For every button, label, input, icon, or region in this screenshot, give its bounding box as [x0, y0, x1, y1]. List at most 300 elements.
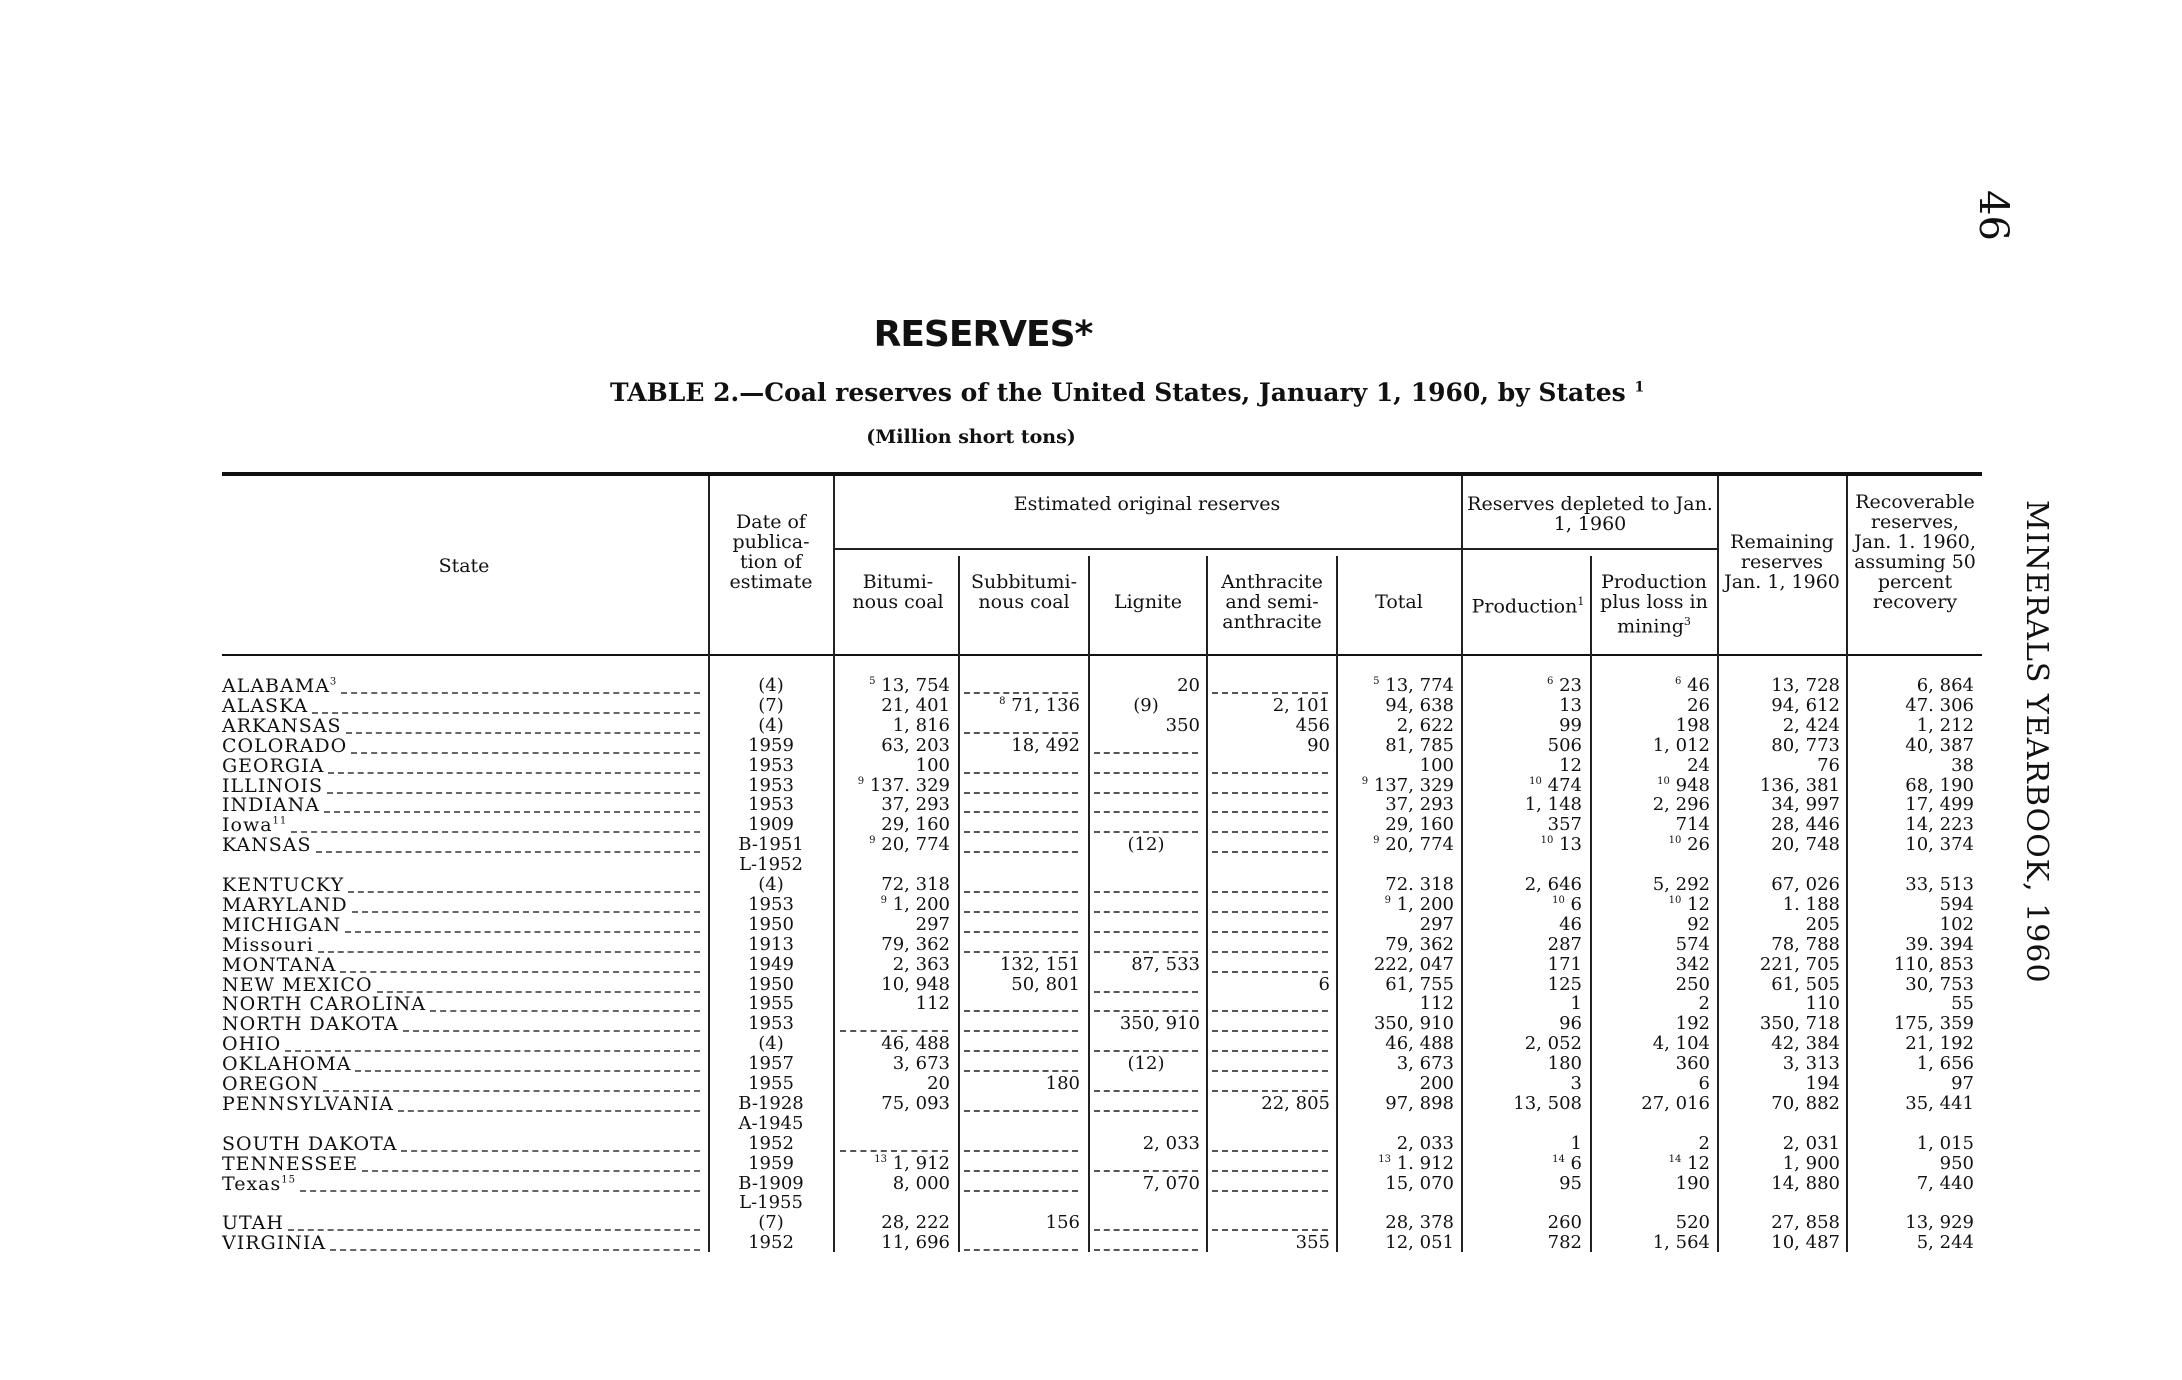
state-leader	[330, 1249, 700, 1251]
empty-cell-dashes	[1212, 1190, 1328, 1192]
tot-value	[1340, 1074, 1454, 1094]
loss-value	[1594, 1154, 1710, 1174]
bit-value	[838, 1094, 950, 1114]
bit-value	[838, 835, 950, 855]
bit-value	[838, 696, 950, 716]
prod-value	[1466, 716, 1582, 736]
rem-text: 110	[1805, 993, 1840, 1015]
rem-value	[1722, 736, 1840, 756]
rec-text: 102	[1939, 913, 1974, 935]
empty-cell-dashes	[1212, 1150, 1328, 1152]
loss-text: 520	[1675, 1212, 1710, 1234]
state-label: MARYLAND	[222, 893, 348, 916]
sub-text: 18, 492	[1011, 734, 1080, 756]
rec-value	[1850, 676, 1974, 696]
rem-value	[1722, 696, 1840, 716]
empty-cell-dashes	[964, 1190, 1078, 1192]
header-subbituminous: Subbitumi- nous coal	[970, 571, 1078, 613]
tot-footnote: 13	[1378, 1153, 1391, 1165]
rec-value	[1850, 1213, 1974, 1233]
empty-cell-dashes	[964, 811, 1078, 813]
tot-text: 100	[1419, 754, 1454, 776]
rem-text: 3, 313	[1782, 1053, 1840, 1075]
prod-text: 171	[1547, 953, 1582, 975]
rec-value	[1850, 1233, 1974, 1253]
bit-value	[838, 815, 950, 835]
sub-text: 180	[1045, 1073, 1080, 1094]
publication-date: (4)	[758, 874, 784, 895]
state-name	[222, 875, 344, 895]
rec-value	[1850, 915, 1974, 935]
rem-value	[1722, 1134, 1840, 1154]
empty-cell-dashes	[1094, 831, 1198, 833]
ant-text: 6	[1318, 973, 1330, 995]
header-production-text: Production	[1471, 595, 1578, 618]
empty-cell-dashes	[1094, 1170, 1198, 1172]
state-name	[222, 895, 348, 915]
prod-text: 180	[1547, 1053, 1582, 1075]
rec-value	[1850, 1154, 1974, 1174]
rem-value	[1722, 716, 1840, 736]
loss-value	[1594, 975, 1710, 995]
empty-cell-dashes	[964, 1070, 1078, 1072]
lig-value	[1092, 676, 1200, 696]
bit-value	[838, 1054, 950, 1074]
rem-text: 350, 718	[1759, 1013, 1840, 1035]
empty-cell-dashes	[1212, 1070, 1328, 1072]
prod-text: 13	[1559, 694, 1582, 716]
state-label: MONTANA	[222, 953, 337, 976]
rem-text: 20, 748	[1771, 834, 1840, 856]
rem-value	[1722, 935, 1840, 955]
tot-value	[1340, 1054, 1454, 1074]
sub-value	[962, 696, 1080, 716]
bit-text: 8, 000	[892, 1172, 950, 1194]
column-separator	[1461, 476, 1463, 1252]
header-production-loss	[1594, 572, 1714, 636]
loss-text: 4, 104	[1652, 1033, 1710, 1055]
state-footnote: 3	[329, 676, 338, 688]
publication-date: (7)	[758, 1212, 784, 1234]
bit-value	[838, 1154, 950, 1174]
loss-value	[1594, 915, 1710, 935]
state-name	[222, 935, 314, 955]
prod-text: 2, 646	[1524, 874, 1582, 895]
state-label: NEW MEXICO	[222, 973, 373, 996]
running-head: MINERALS YEARBOOK, 1960	[2019, 500, 2054, 984]
sub-value	[962, 955, 1080, 975]
tot-text: 200	[1419, 1073, 1454, 1094]
loss-text: 6	[1698, 1073, 1710, 1094]
bit-value	[838, 1074, 950, 1094]
loss-text: 714	[1675, 814, 1710, 836]
header-remaining: Remaining reserves Jan. 1, 1960	[1724, 531, 1840, 593]
lig-text: 2, 033	[1142, 1132, 1200, 1154]
prod-value	[1466, 1034, 1582, 1054]
header-estimated-original: Estimated original reserves	[1013, 493, 1281, 515]
state-label: OHIO	[222, 1033, 282, 1056]
loss-text: 26	[1687, 834, 1710, 856]
state-leader	[300, 1190, 700, 1192]
empty-cell-dashes	[964, 1010, 1078, 1012]
tot-text: 1. 912	[1396, 1152, 1454, 1174]
state-label: COLORADO	[222, 734, 348, 757]
loss-value	[1594, 935, 1710, 955]
header-depleted: Reserves depleted to Jan. 1, 1960	[1467, 493, 1713, 535]
bit-text: 63, 203	[881, 734, 950, 756]
state-label: UTAH	[222, 1212, 284, 1235]
header-production	[1466, 592, 1590, 616]
publication-date-second: L-1955	[739, 1192, 803, 1214]
header-date: Date of publica- tion of estimate	[729, 511, 813, 593]
publication-date: 1957	[748, 1053, 794, 1075]
loss-value	[1594, 1213, 1710, 1233]
state-label: SOUTH DAKOTA	[222, 1132, 398, 1155]
tot-value	[1340, 1034, 1454, 1054]
rem-value	[1722, 1154, 1840, 1174]
tot-value	[1340, 776, 1454, 796]
rec-text: 5, 244	[1916, 1232, 1974, 1254]
lig-text: 350	[1165, 714, 1200, 736]
loss-value	[1594, 696, 1710, 716]
prod-value	[1466, 676, 1582, 696]
rem-value	[1722, 875, 1840, 895]
bit-text: 11, 696	[881, 1232, 950, 1254]
prod-text: 6	[1570, 893, 1582, 915]
empty-cell-dashes	[1212, 811, 1328, 813]
prod-text: 13	[1559, 834, 1582, 856]
bit-text: 10, 948	[881, 973, 950, 995]
bit-text: 79, 362	[881, 933, 950, 955]
prod-value	[1466, 875, 1582, 895]
rem-text: 28, 446	[1771, 814, 1840, 836]
bit-value	[838, 975, 950, 995]
rec-text: 55	[1951, 993, 1974, 1015]
depleted-subrule	[1463, 548, 1717, 550]
loss-value	[1594, 1074, 1710, 1094]
loss-value	[1594, 1034, 1710, 1054]
state-leader	[377, 991, 700, 993]
tot-text: 29, 160	[1385, 814, 1454, 836]
rec-value	[1850, 696, 1974, 716]
bit-value	[838, 1174, 950, 1194]
bit-value	[838, 1213, 950, 1233]
state-label: Iowa	[222, 814, 273, 837]
state-label: KENTUCKY	[222, 874, 345, 896]
state-leader	[362, 1170, 700, 1172]
rec-value	[1850, 815, 1974, 835]
rem-text: 14, 880	[1771, 1172, 1840, 1194]
empty-cell-dashes	[1212, 1030, 1328, 1032]
prod-text: 96	[1559, 1013, 1582, 1035]
rec-text: 1, 212	[1916, 714, 1974, 736]
prod-value	[1466, 696, 1582, 716]
ant-value	[1210, 1094, 1330, 1114]
bit-value	[838, 776, 950, 796]
loss-footnote: 6	[1674, 676, 1682, 687]
prod-footnote: 6	[1546, 676, 1554, 687]
tot-value	[1340, 835, 1454, 855]
tot-value	[1340, 756, 1454, 776]
empty-cell-dashes	[1212, 971, 1328, 973]
rec-value	[1850, 1014, 1974, 1034]
state-label: OKLAHOMA	[222, 1053, 352, 1076]
rec-text: 175, 359	[1893, 1013, 1974, 1035]
prod-text: 95	[1559, 1172, 1582, 1194]
rec-text: 68, 190	[1905, 774, 1974, 796]
empty-cell-dashes	[1094, 811, 1198, 813]
loss-value	[1594, 1134, 1710, 1154]
bit-value	[838, 716, 950, 736]
state-leader	[327, 792, 700, 794]
header-state: State	[438, 555, 490, 577]
state-name	[222, 1154, 358, 1174]
publication-date: B-1928	[738, 1092, 804, 1114]
publication-date: (7)	[758, 694, 784, 716]
publication-date: B-1909	[738, 1172, 804, 1194]
header-total: Total	[1375, 591, 1423, 613]
state-name	[222, 835, 312, 855]
bit-text: 1, 200	[892, 893, 950, 915]
empty-cell-dashes	[1094, 1249, 1198, 1251]
publication-date: (4)	[758, 1033, 784, 1055]
ant-text: 90	[1307, 734, 1330, 756]
empty-cell-dashes	[1212, 1010, 1328, 1012]
rec-value	[1850, 895, 1974, 915]
state-name	[222, 1034, 281, 1054]
bit-footnote: 9	[869, 835, 876, 847]
publication-date: 1952	[748, 1232, 794, 1254]
state-label: PENNSYLVANIA	[222, 1092, 394, 1115]
bit-value	[838, 955, 950, 975]
state-name	[222, 1094, 394, 1114]
tot-text: 81, 785	[1385, 734, 1454, 756]
publication-date: (4)	[758, 675, 784, 696]
prod-value	[1466, 1213, 1582, 1233]
rec-text: 38	[1951, 754, 1974, 776]
prod-value	[1466, 776, 1582, 796]
state-leader	[352, 911, 700, 913]
state-leader	[355, 1070, 700, 1072]
table-title	[610, 378, 1644, 407]
rem-value	[1722, 795, 1840, 815]
column-separator	[1206, 556, 1208, 1252]
tot-value	[1340, 1134, 1454, 1154]
tot-text: 350, 910	[1373, 1013, 1454, 1035]
bit-value	[838, 915, 950, 935]
state-name	[222, 1233, 326, 1253]
tot-value	[1340, 736, 1454, 756]
tot-value	[1340, 975, 1454, 995]
tot-text: 97, 898	[1385, 1092, 1454, 1114]
rec-text: 17, 499	[1905, 794, 1974, 816]
rem-text: 27, 858	[1771, 1212, 1840, 1234]
lig-text: (12)	[1127, 1053, 1165, 1075]
state-label: ALASKA	[222, 694, 309, 717]
publication-date: 1959	[748, 1152, 794, 1174]
state-label: INDIANA	[222, 794, 320, 817]
empty-cell-dashes	[1094, 792, 1198, 794]
prod-value	[1466, 1134, 1582, 1154]
empty-cell-dashes	[1094, 772, 1198, 774]
tot-value	[1340, 1213, 1454, 1233]
loss-value	[1594, 835, 1710, 855]
prod-value	[1466, 955, 1582, 975]
tot-text: 137, 329	[1373, 774, 1454, 796]
bit-value	[838, 875, 950, 895]
rec-text: 594	[1939, 893, 1974, 915]
ant-value	[1210, 736, 1330, 756]
header-production-loss-note: 3	[1683, 615, 1691, 628]
rem-value	[1722, 915, 1840, 935]
state-leader	[346, 732, 700, 734]
tot-value	[1340, 935, 1454, 955]
empty-cell-dashes	[1094, 1010, 1198, 1012]
state-label: OREGON	[222, 1073, 320, 1095]
tot-value	[1340, 676, 1454, 696]
prod-text: 99	[1559, 714, 1582, 736]
empty-cell-dashes	[1212, 911, 1328, 913]
state-label: ARKANSAS	[222, 714, 342, 737]
state-leader	[398, 1110, 700, 1112]
empty-cell-dashes	[964, 772, 1078, 774]
state-leader	[312, 712, 700, 714]
loss-text: 46	[1687, 675, 1710, 696]
prod-text: 125	[1547, 973, 1582, 995]
bit-text: 20, 774	[881, 834, 950, 856]
state-leader	[348, 891, 700, 893]
loss-text: 2	[1698, 993, 1710, 1015]
loss-value	[1594, 994, 1710, 1014]
rec-value	[1850, 975, 1974, 995]
tot-value	[1340, 895, 1454, 915]
bit-text: 2, 363	[892, 953, 950, 975]
empty-cell-dashes	[964, 1050, 1078, 1052]
rec-text: 35, 441	[1905, 1092, 1974, 1114]
bit-footnote: 13	[874, 1153, 887, 1165]
state-name	[222, 1074, 319, 1094]
tot-text: 79, 362	[1385, 933, 1454, 955]
loss-value	[1594, 1054, 1710, 1074]
rem-value	[1722, 1034, 1840, 1054]
tot-value	[1340, 1094, 1454, 1114]
publication-date: 1949	[748, 953, 794, 975]
state-footnote: 15	[281, 1174, 296, 1186]
empty-cell-dashes	[1212, 931, 1328, 933]
rem-text: 61, 505	[1771, 973, 1840, 995]
empty-cell-dashes	[1094, 911, 1198, 913]
tot-text: 15, 070	[1385, 1172, 1454, 1194]
prod-text: 1	[1570, 1132, 1582, 1154]
sub-value	[962, 736, 1080, 756]
prod-footnote: 10	[1552, 894, 1565, 906]
empty-cell-dashes	[1212, 1090, 1328, 1092]
rec-value	[1850, 875, 1974, 895]
bit-value	[838, 756, 950, 776]
tot-value	[1340, 696, 1454, 716]
rem-text: 78, 788	[1771, 933, 1840, 955]
rem-text: 70, 882	[1771, 1092, 1840, 1114]
rec-text: 7, 440	[1916, 1172, 1974, 1194]
empty-cell-dashes	[1094, 931, 1198, 933]
tot-value	[1340, 815, 1454, 835]
loss-text: 360	[1675, 1053, 1710, 1075]
empty-cell-dashes	[964, 851, 1078, 853]
rec-value	[1850, 935, 1974, 955]
tot-value	[1340, 994, 1454, 1014]
prod-value	[1466, 975, 1582, 995]
rec-text: 13, 929	[1905, 1212, 1974, 1234]
publication-date: 1952	[748, 1132, 794, 1154]
rem-value	[1722, 1094, 1840, 1114]
loss-text: 1, 564	[1652, 1232, 1710, 1254]
loss-value	[1594, 1233, 1710, 1253]
column-separator	[833, 476, 835, 1252]
bit-text: 112	[915, 993, 950, 1015]
bit-text: 13, 754	[881, 675, 950, 696]
ant-value	[1210, 716, 1330, 736]
header-production-note: 1	[1577, 595, 1585, 608]
publication-date: B-1951	[738, 834, 804, 856]
prod-text: 506	[1547, 734, 1582, 756]
state-name	[222, 915, 341, 935]
rec-text: 1, 656	[1916, 1053, 1974, 1075]
tot-value	[1340, 1014, 1454, 1034]
state-label: NORTH DAKOTA	[222, 1013, 400, 1036]
rec-value	[1850, 1054, 1974, 1074]
prod-text: 23	[1559, 675, 1582, 696]
state-label: ALABAMA	[222, 675, 330, 697]
rec-text: 39. 394	[1905, 933, 1974, 955]
rec-value	[1850, 1094, 1974, 1114]
loss-value	[1594, 955, 1710, 975]
rec-value	[1850, 994, 1974, 1014]
rem-text: 76	[1817, 754, 1840, 776]
ant-text: 355	[1295, 1232, 1330, 1254]
tot-value	[1340, 915, 1454, 935]
state-leader	[288, 1229, 700, 1231]
ant-value	[1210, 696, 1330, 716]
prod-value	[1466, 1074, 1582, 1094]
empty-cell-dashes	[1212, 792, 1328, 794]
empty-cell-dashes	[1212, 1050, 1328, 1052]
loss-value	[1594, 736, 1710, 756]
rem-text: 34, 997	[1771, 794, 1840, 816]
rem-value	[1722, 676, 1840, 696]
rem-value	[1722, 815, 1840, 835]
header-lignite: Lignite	[1113, 591, 1183, 613]
ant-value	[1210, 975, 1330, 995]
publication-date: 1953	[748, 893, 794, 915]
prod-text: 287	[1547, 933, 1582, 955]
tot-value	[1340, 1154, 1454, 1174]
rec-text: 97	[1951, 1073, 1974, 1094]
tot-footnote: 9	[1384, 894, 1391, 906]
header-anthracite: Anthracite and semi- anthracite	[1221, 571, 1323, 633]
rec-value	[1850, 795, 1974, 815]
prod-value	[1466, 1054, 1582, 1074]
prod-text: 6	[1570, 1152, 1582, 1174]
prod-text: 474	[1547, 774, 1582, 796]
rem-value	[1722, 756, 1840, 776]
state-leader	[351, 752, 700, 754]
prod-value	[1466, 756, 1582, 776]
empty-cell-dashes	[964, 831, 1078, 833]
state-label: NORTH CAROLINA	[222, 993, 427, 1016]
prod-value	[1466, 795, 1582, 815]
bit-value	[838, 736, 950, 756]
rec-text: 30, 753	[1905, 973, 1974, 995]
